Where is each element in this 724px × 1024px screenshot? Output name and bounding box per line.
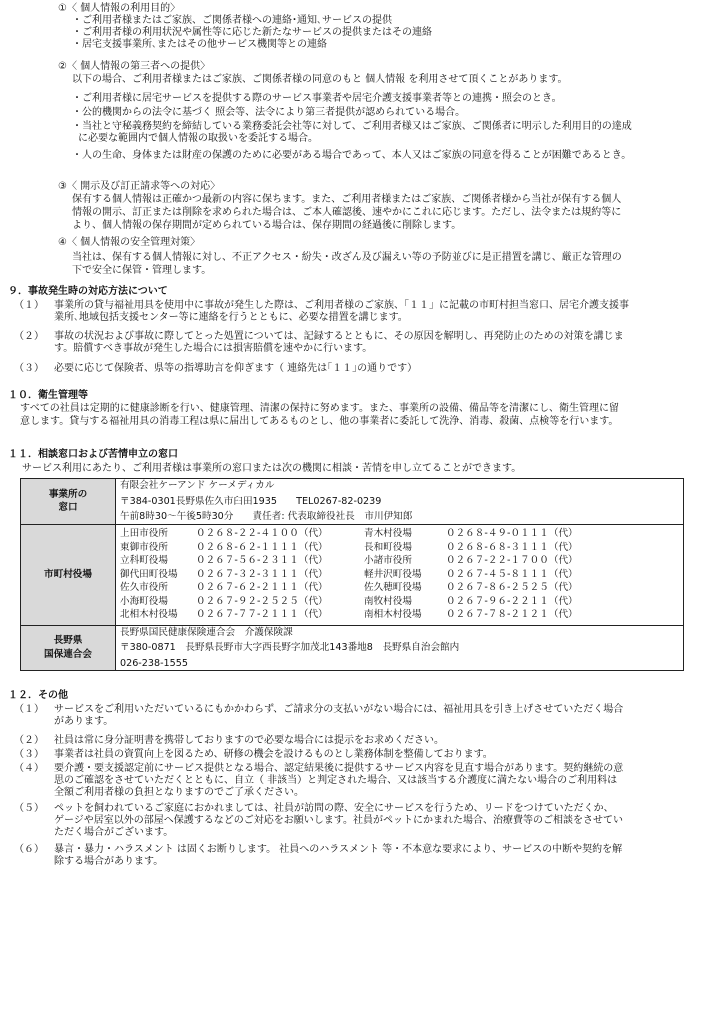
s12-item4-line: 思のご確認をさせていただくとともに、自立（ 非該当）と判定された場合、又は該当する介護度に満たない場合のご利用料は <box>54 775 618 786</box>
s12-item4-line: 全額ご利用者様の負担となりますのでご了承ください。 <box>54 787 304 798</box>
municipal-office-name: 立科町役場 <box>120 555 168 567</box>
s9-item2-line: す。賠償すべき事故が発生した場合には損害賠償を速やかに行います。 <box>54 343 373 354</box>
municipal-office-phone: ０２６７-８６-２５２５（代） <box>446 582 578 594</box>
s12-item6-line: 暴言・暴力・ハラスメント は固くお断りします。 社員へのハラスメント 等・不本意な要求により、サービスの中断や契約を解 <box>54 844 623 855</box>
municipal-office-phone: ０２６７-３２-３１１１（代） <box>196 568 328 580</box>
s8-item2-line: ・ご利用者様に居宅サービスを提供する際のサービス事業者や居宅介護支援事業者等との連携・照会のとき。 <box>72 93 562 104</box>
office-details <box>116 479 684 525</box>
municipal-office-phone: ０２６８-６２-１１１１（代） <box>196 541 328 553</box>
municipal-office-phone: ０２６７-２２-１７００（代） <box>446 555 578 567</box>
s12-item2-line: 社員は常に身分証明書を携帯しておりますので必要な場合には提示をお求めください。 <box>54 735 444 746</box>
municipal-office-phone: ０２６８-４９-０１１１（代） <box>446 528 578 540</box>
s12-item1-number: （１） <box>14 704 44 715</box>
s12-item4-line: 要介護・要支援認定前にサービス提供となる場合、認定結果後に提供するサービス内容を見直す場合があります。契約継続の意 <box>54 763 624 774</box>
office-line: 午前8時30～午後5時30分 責任者: 代表取締役社長 市川伊知郎 <box>120 511 413 522</box>
municipal-office-phone: ０２６７-７８-２１２１（代） <box>446 609 578 621</box>
s12-item2-number: （２） <box>14 735 44 746</box>
municipal-office-name: 軽井沢町役場 <box>364 568 422 580</box>
s12-item1-line: サービスをご利用いただいているにもかかわらず、ご請求分の支払いがない場合には、福祉用具を引き上げさせていただく場合 <box>54 704 624 715</box>
municipal-office-name: 南相木村役場 <box>364 609 422 621</box>
s8-item2-line: ・公的機関からの法令に基づく 照会等、法令により第三者提供が認められている場合。 <box>72 107 466 118</box>
s8-item1-line: ・居宅支援事業所､またはその他サービス機関等との連絡 <box>72 39 327 50</box>
s9-item1-line: 業所､地域包括支援センター等に連絡を行うとともに、必要な措置を講じます。 <box>54 312 408 323</box>
s12-title: １２．その他 <box>8 690 68 701</box>
s12-item5-number: （５） <box>14 803 44 814</box>
kokuho-label-line: 長野県 <box>53 635 83 647</box>
s10-line: 意します。貸与する福祉用具の消毒工程は県に届出してあるものとし、他の事業者に委託して洗浄、消毒、殺菌、点検等を行います。 <box>20 416 619 427</box>
s12-item5-line: ゲージや居室以外の部屋へ保護するなどのご対応をお願いします。社員がペットにかまれた場合、治療費等のご相談をさせてい <box>54 815 623 826</box>
municipal-office-name: 青木村役場 <box>364 528 412 540</box>
s12-item5-line: ただく場合がございます。 <box>54 827 174 838</box>
s11-intro: サービス利用にあたり、ご利用者様は事業所の窓口または次の機関に相談・苦情を申し立てることができます。 <box>22 463 522 474</box>
s9-item1-line: 事業所の貸与福祉用具を使用中に事故が発生した際は、ご利用者様のご家族、「１１」に記載の市町村担当窓口、居宅介護支援事 <box>54 300 629 311</box>
municipal-office-phone: ０２６７-４５-８１１１（代） <box>446 568 578 580</box>
kokuho-line: 026-238-1555 <box>120 657 188 669</box>
municipal-row <box>21 524 684 625</box>
s9-item3-line: 必要に応じて保険者、県等の指導助言を仰ぎます（ 連絡先は｢１１｣の通りです） <box>54 363 418 374</box>
office-line: 〒384-0301長野県佐久市臼田1935 TEL0267-82-0239 <box>120 495 382 507</box>
s8-item4-heading: ④〈 個人情報の安全管理対策〉 <box>58 237 201 248</box>
s8-item3-heading: ③〈 開示及び訂正請求等への対応〉 <box>58 181 221 192</box>
s9-item2-line: 事故の状況および事故に際してとった処置については、記録するとともに、その原因を解明し、再発防止のための対策を講じま <box>54 331 624 342</box>
municipal-office-name: 小海町役場 <box>120 595 168 607</box>
s8-item2-line: に必要な範囲内で個人情報の取扱いを委託する場合。 <box>78 133 318 144</box>
s11-title: １１．相談窓口および苦情申立の窓口 <box>8 449 178 460</box>
s8-item1-line: ・ご利用者様の利用状況や属性等に応じた新たなサービスの提供またはその連絡 <box>72 27 432 38</box>
s8-item2-intro: 以下の場合、ご利用者様またはご家族、ご関係者様の同意のもと 個人情報 を利用させて頂くことがあります。 <box>72 74 568 85</box>
contact-table <box>20 478 684 671</box>
municipal-office-phone: ０２６７-５６-２３１１（代） <box>196 555 328 567</box>
s12-item1-line: があります。 <box>54 716 114 727</box>
municipal-office-name: 長和町役場 <box>364 541 412 553</box>
municipal-office-name: 御代田町役場 <box>120 568 178 580</box>
office-row <box>21 479 684 525</box>
s10-line: すべての社員は定期的に健康診断を行い、健康管理、清潔の保持に努めます。また、事業所の設備、備品等を清潔にし、衛生管理に留 <box>20 403 619 414</box>
municipal-office-name: 東御市役所 <box>120 541 168 553</box>
municipal-grid <box>120 527 679 622</box>
s8-item2-heading: ②〈 個人情報の第三者への提供〉 <box>58 61 211 72</box>
municipal-office-phone: ０２６８-６８-３１１１（代） <box>446 541 578 553</box>
s8-item4-line: 当社は、保有する個人情報に対し、不正アクセス・紛失・改ざん及び漏えい等の予防並びに是正措置を講じ、厳正な管理の <box>72 252 622 263</box>
s8-item3-line: より、個人情報の保存期間が定められている場合は、保存期間の経過後に削除します。 <box>72 220 462 231</box>
s8-item1-heading: ①〈 個人情報の利用目的〉 <box>58 3 181 14</box>
municipal-office-name: 佐久市役所 <box>120 582 168 594</box>
s12-item3-number: （３） <box>14 749 44 760</box>
municipal-details <box>116 524 684 625</box>
s12-item3-line: 事業者は社員の資質向上を図るため、研修の機会を設けるものとし業務体制を整備しております。 <box>54 749 493 760</box>
s9-item1-number: （１） <box>14 300 44 311</box>
office-label-line: 事業所の <box>48 488 88 500</box>
s9-item3-number: （３） <box>14 363 44 374</box>
s12-item6-line: 除する場合があります。 <box>54 856 164 867</box>
s8-item2-line: ・当社と守秘義務契約を締結している業務委託会社等に対して、ご利用者様又はご家族、ご関係者に明示した利用目的の達成 <box>72 121 632 132</box>
municipal-office-name: 小諸市役所 <box>364 555 412 567</box>
office-label-line: 窓口 <box>58 502 78 514</box>
s8-item3-line: 情報の開示、訂正または削除を求められた場合は、ご本人確認後、速やかにこれに応じます。ただし、法令または規約等に <box>72 207 622 218</box>
municipal-office-name: 南牧村役場 <box>364 595 412 607</box>
municipal-office-phone: ０２６８-２２-４１００（代） <box>196 528 328 540</box>
municipal-office-phone: ０２６７-７７-２１１１（代） <box>196 609 328 621</box>
municipal-label: 市町村役場 <box>21 524 116 625</box>
kokuho-row <box>21 625 684 671</box>
s12-item4-number: （４） <box>14 763 44 774</box>
municipal-office-phone: ０２６７-９６-２２１１（代） <box>446 595 578 607</box>
s10-title: １０．衛生管理等 <box>8 390 88 401</box>
municipal-office-name: 北相木村役場 <box>120 609 178 621</box>
office-label <box>21 479 116 525</box>
s9-item2-number: （２） <box>14 331 44 342</box>
kokuho-details <box>116 625 684 671</box>
municipal-office-name: 佐久穂町役場 <box>364 582 422 594</box>
s12-item5-line: ペットを飼われているご家庭におかれましては、社員が訪問の際、安全にサービスを行うため、リードをつけていただくか、 <box>54 803 614 814</box>
s8-item3-line: 保有する個人情報は正確かつ最新の内容に保ちます。また、ご利用者様またはご家族、ご関係者様から当社が保有する個人 <box>72 194 622 205</box>
s12-item6-number: （６） <box>14 844 44 855</box>
office-line: 有限会社ケーアンド ケーメディカル <box>120 480 275 491</box>
s9-title: ９．事故発生時の対応方法について <box>8 286 168 297</box>
municipal-office-phone: ０２６７-９２-２５２５（代） <box>196 595 328 607</box>
kokuho-line: 〒380-0871 長野県長野市大字西長野字加茂北143番地8 長野県自治会館内 <box>120 642 460 653</box>
municipal-office-name: 上田市役所 <box>120 528 168 540</box>
s8-item4-line: 下で安全に保管・管理します。 <box>72 265 212 276</box>
s8-item1-line: ・ご利用者様またはご家族、ご関係者様への連絡･通知､サービスの提供 <box>72 15 392 26</box>
municipal-office-phone: ０２６７-６２-２１１１（代） <box>196 582 328 594</box>
s8-item2-line: ・人の生命、身体または財産の保護のために必要がある場合であって、本人又はご家族の同意を得ることが困難であるとき。 <box>72 150 632 161</box>
kokuho-label-line: 国保連合会 <box>44 648 92 660</box>
kokuho-line: 長野県国民健康保険連合会 介護保険課 <box>120 626 293 638</box>
kokuho-label <box>21 625 116 671</box>
